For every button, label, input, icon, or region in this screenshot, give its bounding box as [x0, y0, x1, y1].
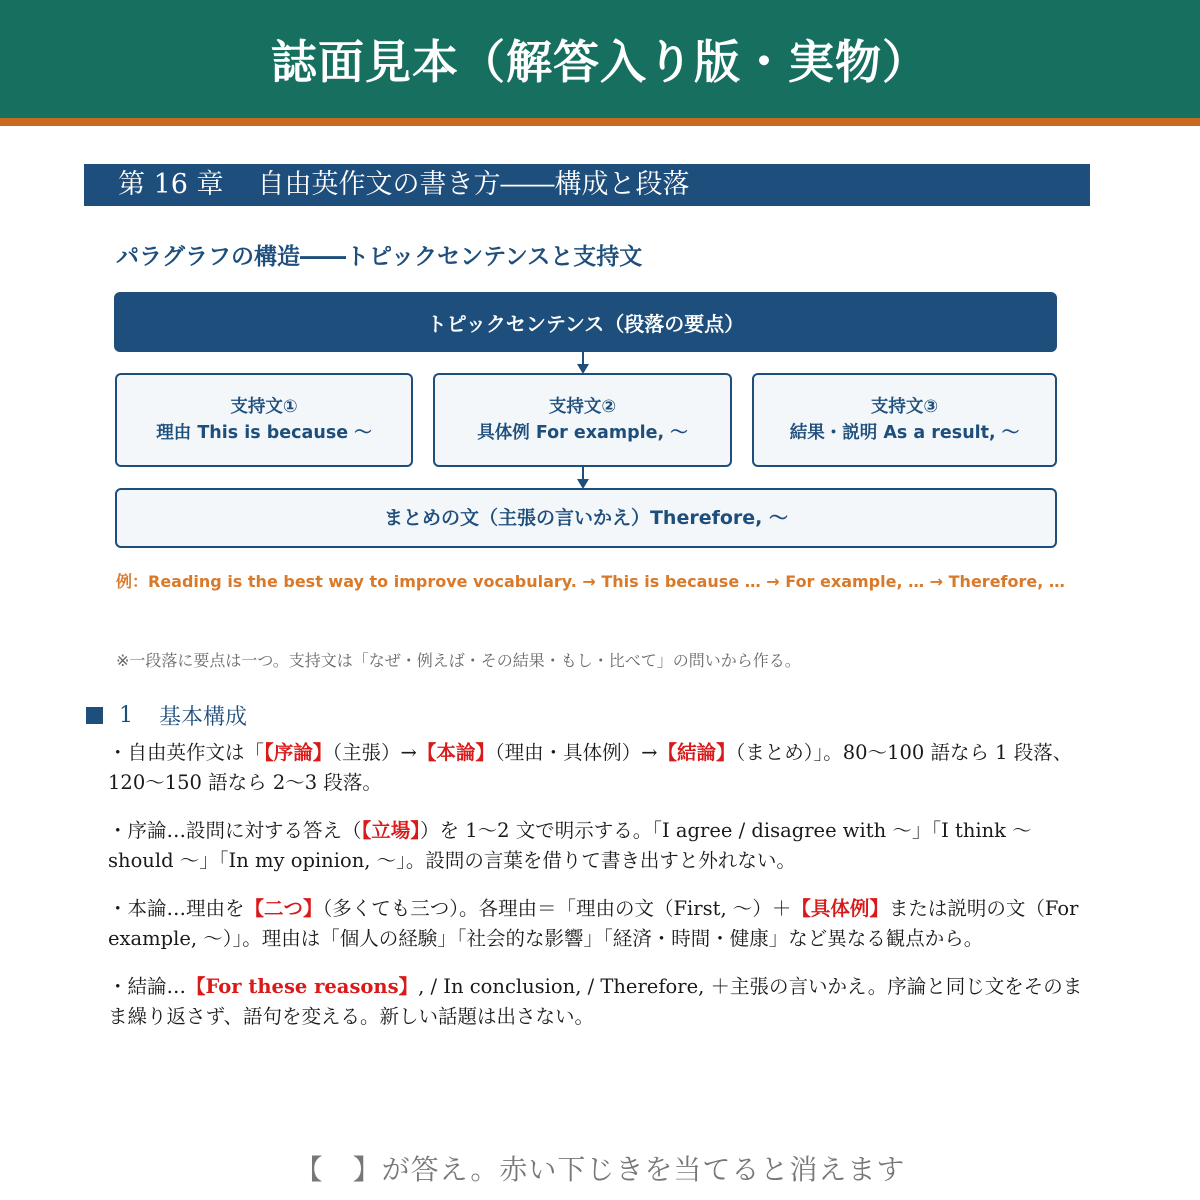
banner-title: 誌面見本（解答入り版・実物）	[271, 35, 929, 89]
paragraph-text: , / In conclusion, / Therefore, ＋主張の言いかえ。序論と同じ文をそのまま繰り返さず、語句を変える。新しい話題は出さない。	[108, 975, 1083, 1028]
support-box-2	[433, 373, 732, 467]
paragraph-text: ・結論…	[108, 975, 187, 998]
answer-term: 【本論】	[416, 741, 495, 764]
paragraph-text: ・自由英作文は「	[108, 741, 265, 764]
section-heading	[86, 700, 247, 731]
diagram-title: パラグラフの構造――トピックセンテンスと支持文	[116, 244, 643, 270]
body-paragraph	[108, 816, 1096, 875]
paragraph-text: ・序論…設問に対する答え（	[108, 819, 362, 842]
paragraph-text: ）を 1〜2 文で明示する。「I agree / disagree with 〜」「I think 〜 should 〜」「In my opinion, 〜」。設問の言葉を借りて書き出すと外れない。	[108, 819, 1032, 872]
paragraph-text: （理由・具体例）→	[494, 741, 658, 764]
footer-note: 【 】が答え。赤い下じきを当てると消えます	[294, 1153, 906, 1186]
chapter-heading	[84, 164, 1090, 206]
body-paragraph	[108, 894, 1096, 953]
section-body	[108, 738, 1096, 1050]
page-banner	[0, 0, 1200, 118]
paragraph-text: （多くても三つ）。各理由＝「理由の文（First, 〜）＋	[322, 897, 792, 920]
section-title: 基本構成	[159, 705, 248, 730]
support-text: 具体例 For example, 〜	[477, 423, 688, 443]
paragraph-text: または説明の文（For example, 〜）」。理由は「個人の経験」「社会的な影響」「経済・時間・健康」など異なる観点から。	[108, 897, 1079, 950]
banner-accent-rule	[0, 118, 1200, 126]
support-text: 理由 This is because 〜	[156, 423, 372, 443]
answer-term: 【具体例】	[791, 897, 889, 920]
diagram-note: ※一段落に要点は一つ。支持文は「なぜ・例えば・その結果・もし・比べて」の問いから作る。	[116, 651, 801, 670]
support-box-1	[115, 373, 413, 467]
arrow-down-icon	[576, 352, 590, 374]
support-box-3	[752, 373, 1057, 467]
paragraph-text: （主張）→	[332, 741, 417, 764]
arrow-down-icon	[576, 467, 590, 489]
chapter-title: 自由英作文の書き方――構成と段落	[257, 169, 690, 200]
answer-term: 【結論】	[657, 741, 736, 764]
summary-sentence-box	[115, 488, 1057, 548]
answer-term: 【序論】	[264, 741, 333, 764]
answer-term: 【二つ】	[244, 897, 323, 920]
chapter-number: 第 16 章	[118, 169, 224, 200]
paragraph-text: ・本論…理由を	[108, 897, 245, 920]
summary-sentence-label: まとめの文（主張の言いかえ）Therefore, 〜	[383, 507, 789, 529]
support-label: 支持文③	[870, 397, 939, 417]
paragraph-text: （まとめ）」。80〜100 語なら 1 段落、120〜150 語なら 2〜3 段落。	[108, 741, 1073, 794]
topic-sentence-label: トピックセンテンス（段落の要点）	[426, 311, 745, 336]
body-paragraph	[108, 738, 1096, 797]
support-label: 支持文②	[548, 397, 617, 417]
support-label: 支持文①	[230, 397, 298, 417]
topic-sentence-box	[114, 292, 1057, 352]
answer-term: 【立場】	[361, 819, 421, 842]
body-paragraph	[108, 972, 1096, 1031]
section-number: 1	[119, 703, 133, 728]
square-bullet-icon	[86, 707, 103, 724]
diagram-example: 例：Reading is the best way to improve vocabulary. → This is because … → For example, … → Therefore, …	[116, 572, 1065, 591]
answer-term: 【For these reasons】	[186, 975, 419, 998]
support-text: 結果・説明 As a result, 〜	[789, 423, 1020, 443]
